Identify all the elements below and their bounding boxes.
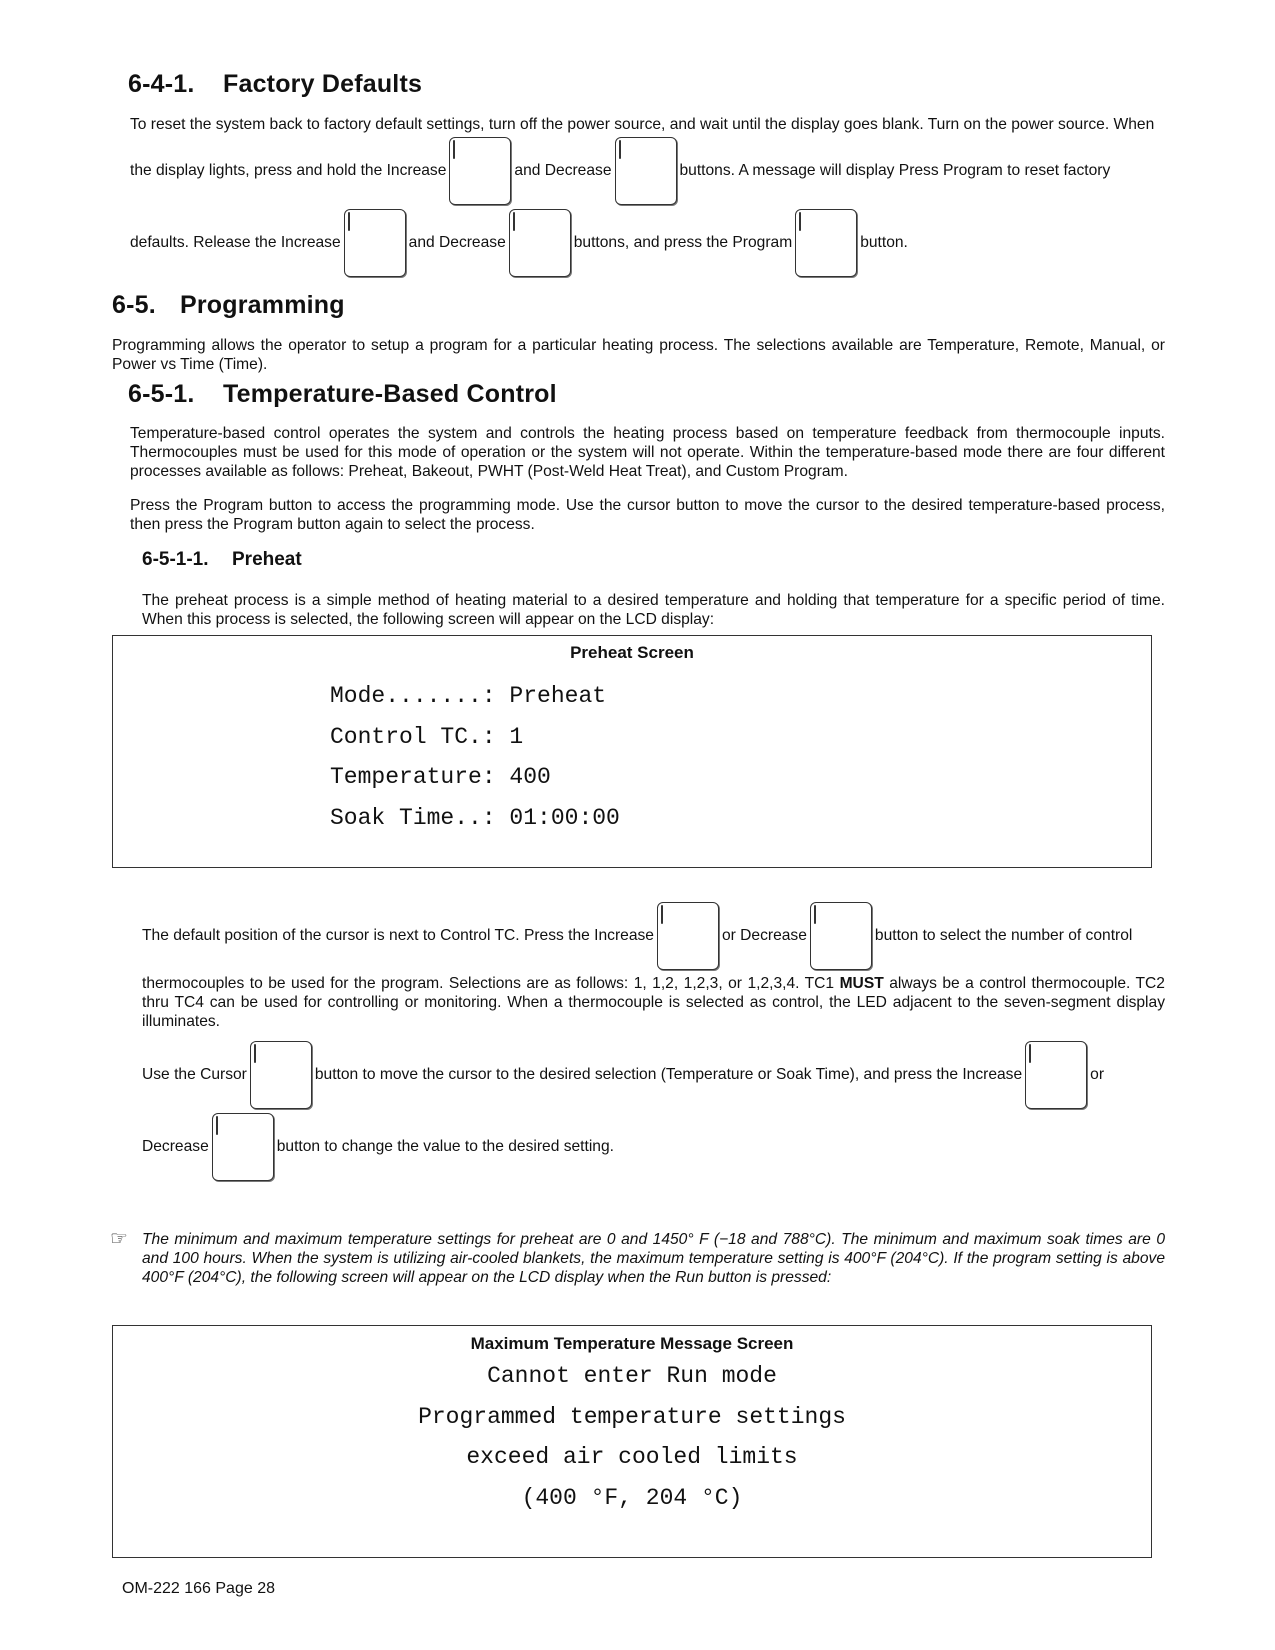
decrease-button-icon — [212, 1113, 274, 1181]
text: and Decrease — [408, 234, 506, 251]
temperature-control-para1: Temperature-based control operates the system and controls the heating process based on temperature feedback from thermocouple inputs. Thermocouples must be used for this mode of operation or the system will not operate. Within the temperature-based mode there are four different processes available as follows: Preheat, Bakeout, PWHT (Post-Weld Heat Treat), and Custom Program. — [130, 425, 1165, 480]
text: button to move the cursor to the desired selection (Temperature or Soak Time), and press the Increase — [314, 1066, 1023, 1083]
decrease-button-icon — [615, 137, 677, 205]
text: Decrease — [142, 1138, 209, 1155]
programming-body: Programming allows the operator to setup a program for a particular heating process. The selections available are Temperature, Remote, Manual, or Power vs Time (Time). — [112, 337, 1165, 373]
increase-button-icon — [449, 137, 511, 205]
lcd-line: Programmed temperature settings — [418, 1403, 846, 1430]
text: or — [1090, 1066, 1105, 1083]
text: button to change the value to the desired setting. — [276, 1138, 614, 1155]
heading-number: 6-4-1. — [128, 70, 195, 98]
factory-defaults-line3 — [130, 209, 911, 277]
heading-number: 6-5. — [112, 291, 156, 319]
text: buttons, and press the Program — [573, 234, 793, 251]
note-text: The minimum and maximum temperature settings for preheat are 0 and 1450° F (−18 and 788°C). The minimum and maximum soak times are 0 and 100 hours. When the system is utilizing air-cooled blankets, the maximum temperature setting is 400°F (204°C). If the program setting is above 400°F (204°C), the following screen will appear on the LCD display when the Run button is pressed: — [142, 1231, 1165, 1286]
screen-title: Maximum Temperature Message Screen — [470, 1334, 794, 1353]
lcd-line-soak-time: Soak Time..: 01:00:00 — [330, 804, 620, 831]
preheat-screen — [112, 635, 1152, 868]
text: The default position of the cursor is next to Control TC. Press the Increase — [142, 927, 654, 944]
pointing-hand-icon: ☞ — [110, 1228, 128, 1250]
text: button. — [860, 234, 908, 251]
cursor-default-line — [142, 902, 1135, 970]
preheat-body: The preheat process is a simple method of heating material to a desired temperature and holding that temperature for a specific period of time. When this process is selected, the following screen will appear on the LCD display: — [142, 592, 1165, 628]
text: defaults. Release the Increase — [130, 234, 341, 251]
heading-number: 6-5-1. — [128, 380, 195, 408]
text: and Decrease — [514, 162, 612, 179]
heading-title: Temperature-Based Control — [223, 380, 557, 408]
decrease-button-icon — [810, 902, 872, 970]
heading-programming — [112, 291, 345, 320]
text: buttons. A message will display Press Program to reset factory — [679, 162, 1111, 179]
lcd-line: exceed air cooled limits — [466, 1444, 798, 1470]
max-temp-screen — [112, 1325, 1152, 1558]
heading-temperature-based-control — [128, 380, 557, 409]
decrease-line — [142, 1113, 617, 1181]
temperature-control-para2: Press the Program button to access the programming mode. Use the cursor button to move the cursor to the desired temperature-based process, then press the Program button again to select the process. — [130, 497, 1165, 533]
lcd-lines — [330, 676, 620, 838]
text: always be a control thermocouple. TC2 thru TC4 can be used for controlling or monitoring. When a thermocouple is selected as control, the LED adjacent to the seven-segment display illuminates. — [142, 975, 1165, 1030]
emphasis-must: MUST — [839, 975, 884, 992]
factory-defaults-line2 — [130, 137, 1113, 205]
increase-button-icon — [1025, 1041, 1087, 1109]
lcd-line: Cannot enter Run mode — [487, 1363, 777, 1389]
cursor-button-icon — [250, 1041, 312, 1109]
heading-title: Factory Defaults — [223, 70, 423, 98]
program-button-icon — [795, 209, 857, 277]
heading-number: 6-5-1-1. — [142, 549, 209, 570]
text: Use the Cursor — [142, 1066, 247, 1083]
increase-button-icon — [344, 209, 406, 277]
heading-preheat — [142, 549, 302, 571]
heading-factory-defaults — [128, 70, 422, 99]
text: or Decrease — [721, 927, 807, 944]
heading-title: Programming — [180, 291, 345, 319]
use-cursor-line — [142, 1041, 1165, 1109]
thermocouple-para — [142, 974, 1165, 1031]
page-footer: OM-222 166 Page 28 — [122, 1580, 275, 1597]
lcd-line-temperature: Temperature: 400 — [330, 764, 551, 790]
text: button to select the number of control — [874, 927, 1133, 944]
decrease-button-icon — [509, 209, 571, 277]
lcd-line-control-tc: Control TC.: 1 — [330, 723, 524, 750]
text: thermocouples to be used for the program. Selections are as follows: 1, 1,2, 1,2,3, or 1,2,3,4. TC1 — [142, 975, 840, 992]
lcd-line-mode: Mode.......: Preheat — [330, 683, 607, 709]
heading-title: Preheat — [232, 549, 302, 570]
factory-defaults-line1: To reset the system back to factory default settings, turn off the power source, and wait until the display goes blank. Turn on the power source. When — [130, 116, 1155, 133]
lcd-line: (400 °F, 204 °C) — [521, 1484, 743, 1511]
text: the display lights, press and hold the Increase — [130, 162, 447, 179]
lcd-lines — [113, 1356, 1151, 1518]
screen-title: Preheat Screen — [570, 643, 694, 662]
increase-button-icon — [657, 902, 719, 970]
